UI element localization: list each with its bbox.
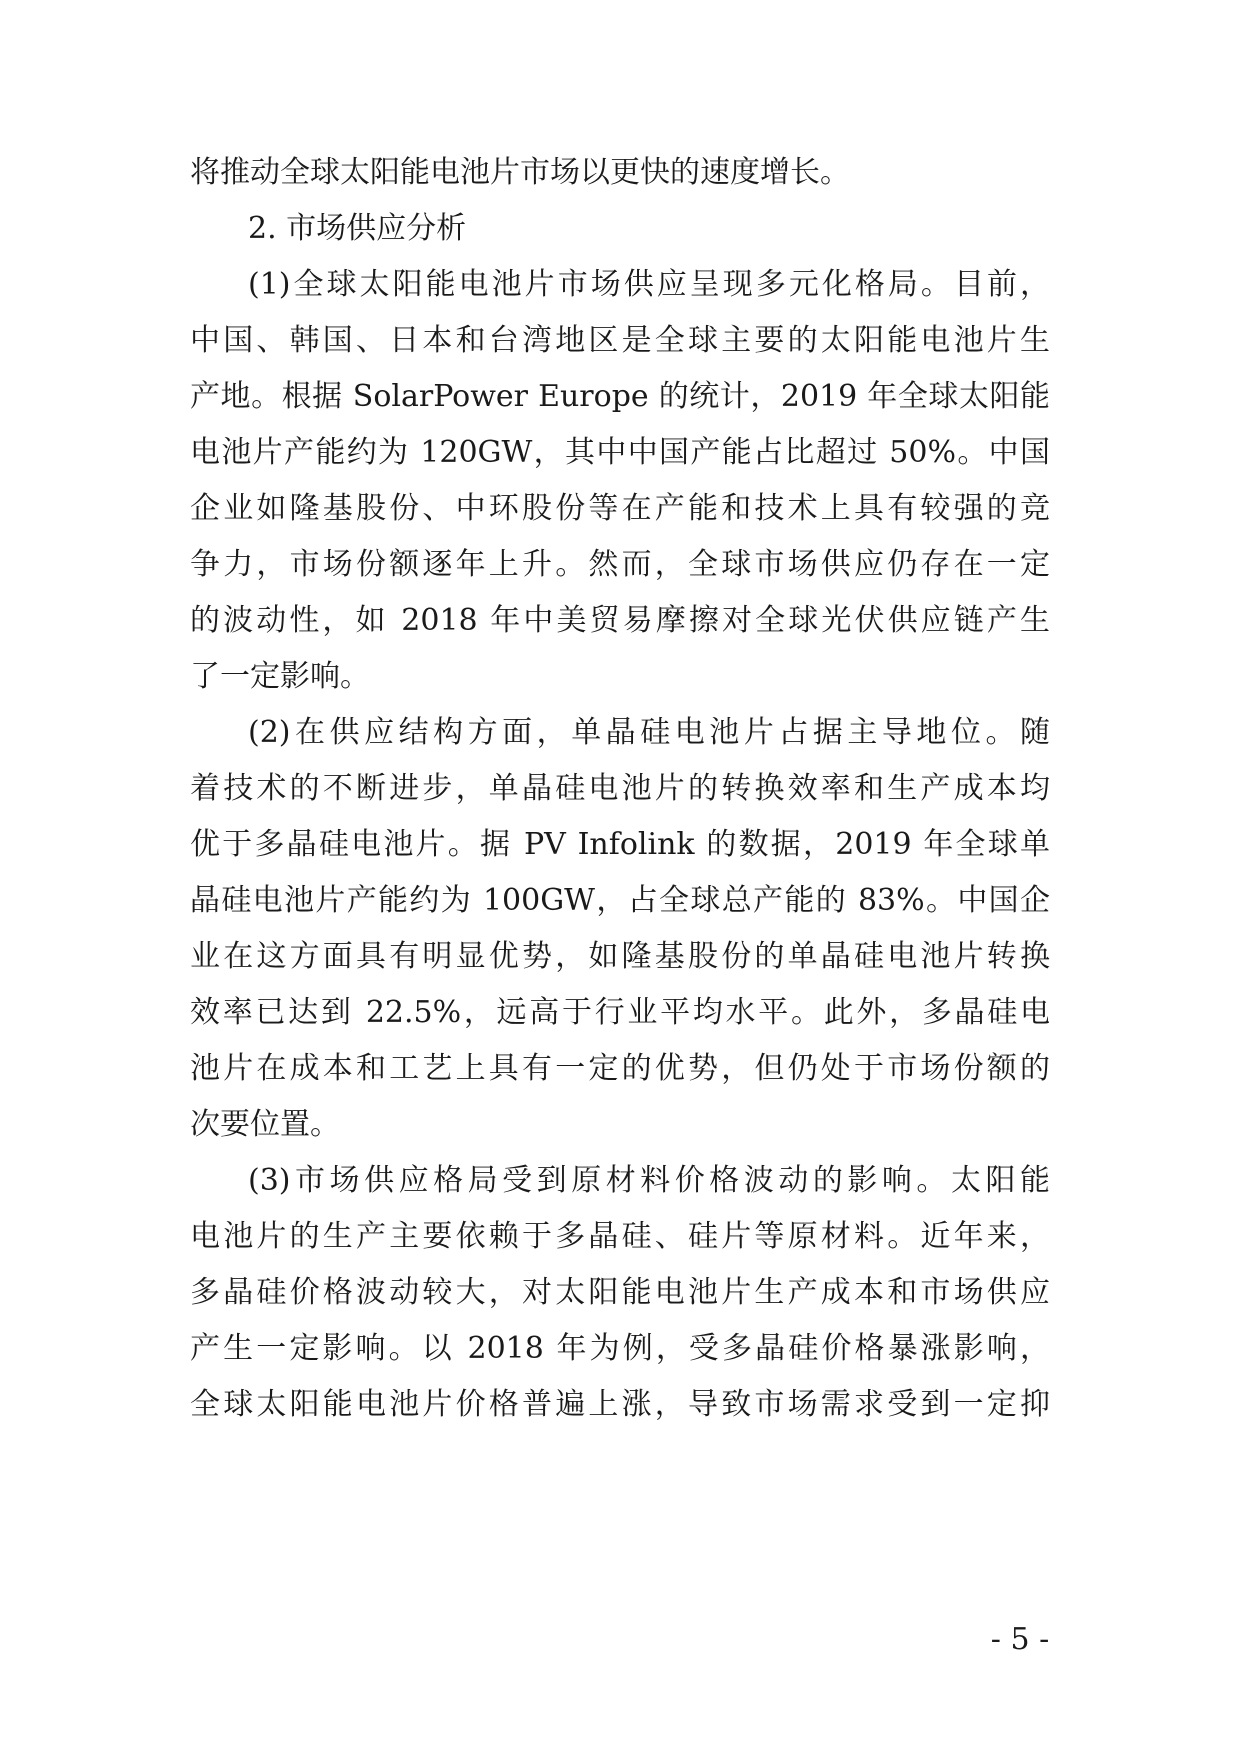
paragraph-line: 池片在成本和工艺上具有一定的优势，但仍处于市场份额的 [190, 1051, 1050, 1086]
paragraph-line: 效率已达到 22.5%，远高于行业平均水平。此外，多晶硅电 [190, 995, 1050, 1030]
paragraph-line: 电池片产能约为 120GW，其中中国产能占比超过 50%。中国 [190, 435, 1050, 470]
paragraph-line: 争力，市场份额逐年上升。然而，全球市场供应仍存在一定 [190, 547, 1050, 582]
paragraph-line: 中国、韩国、日本和台湾地区是全球主要的太阳能电池片生 [190, 323, 1050, 358]
section-heading: 2. 市场供应分析 [248, 211, 467, 246]
paragraph-line: 优于多晶硅电池片。据 PV Infolink 的数据，2019 年全球单 [190, 827, 1050, 862]
paragraph-line: 电池片的生产主要依赖于多晶硅、硅片等原材料。近年来， [190, 1219, 1050, 1254]
page-number: - 5 - [990, 1622, 1050, 1657]
paragraph-line: (1)全球太阳能电池片市场供应呈现多元化格局。目前， [248, 267, 1050, 302]
paragraph-line: 产地。根据 SolarPower Europe 的统计，2019 年全球太阳能 [190, 379, 1050, 414]
paragraph-line: 将推动全球太阳能电池片市场以更快的速度增长。 [190, 155, 850, 190]
paragraph-line: 产生一定影响。以 2018 年为例，受多晶硅价格暴涨影响， [190, 1331, 1050, 1366]
paragraph-line: 着技术的不断进步，单晶硅电池片的转换效率和生产成本均 [190, 771, 1050, 806]
paragraph-line: (2)在供应结构方面，单晶硅电池片占据主导地位。随 [248, 715, 1050, 750]
paragraph-line: 全球太阳能电池片价格普遍上涨，导致市场需求受到一定抑 [190, 1387, 1050, 1422]
paragraph-line: 业在这方面具有明显优势，如隆基股份的单晶硅电池片转换 [190, 939, 1050, 974]
paragraph-line: (3)市场供应格局受到原材料价格波动的影响。太阳能 [248, 1163, 1050, 1198]
paragraph-line: 次要位置。 [190, 1107, 340, 1142]
paragraph-line: 企业如隆基股份、中环股份等在产能和技术上具有较强的竞 [190, 491, 1050, 526]
paragraph-line: 了一定影响。 [190, 659, 370, 694]
paragraph-line: 多晶硅价格波动较大，对太阳能电池片生产成本和市场供应 [190, 1275, 1050, 1310]
paragraph-line: 的波动性，如 2018 年中美贸易摩擦对全球光伏供应链产生 [190, 603, 1050, 638]
paragraph-line: 晶硅电池片产能约为 100GW，占全球总产能的 83%。中国企 [190, 883, 1050, 918]
